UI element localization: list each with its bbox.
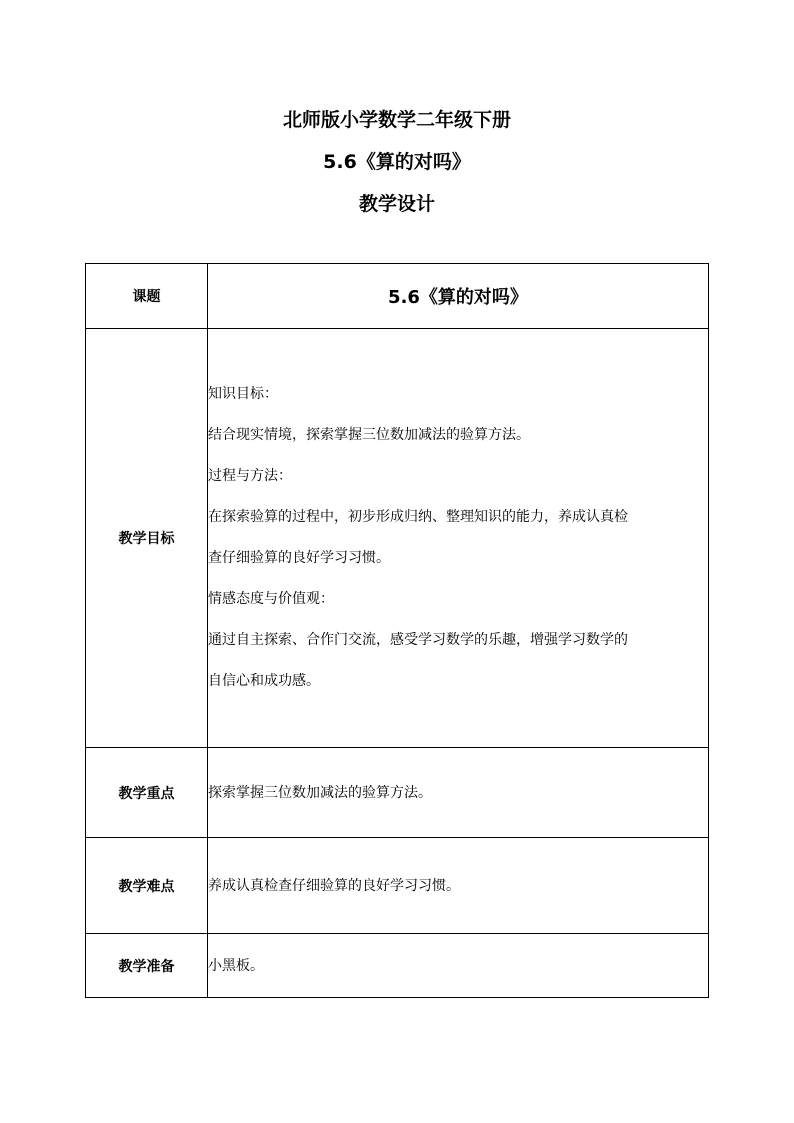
preparation-label: 教学准备	[86, 934, 208, 998]
document-title: 北师版小学数学二年级下册	[282, 109, 511, 131]
goals-content	[208, 329, 709, 748]
goals-label: 教学目标	[86, 329, 208, 748]
table-row-key-points	[86, 748, 709, 838]
lesson-title: 5.6《算的对吗》	[323, 151, 471, 173]
table-row-preparation	[86, 934, 709, 998]
table-row-difficulty	[86, 838, 709, 934]
document-subtitle: 教学设计	[358, 193, 435, 215]
topic-label: 课题	[86, 264, 208, 329]
difficulty-value: 养成认真检查仔细验算的良好学习习惯。	[208, 838, 709, 934]
goals-line: 知识目标：	[208, 386, 278, 402]
goals-line: 自信心和成功感。	[208, 673, 320, 689]
goals-line: 情感态度与价值观：	[208, 591, 334, 607]
table-row-goals	[86, 329, 709, 748]
goals-line: 过程与方法：	[208, 468, 292, 484]
difficulty-label: 教学难点	[86, 838, 208, 934]
goals-line: 通过自主探索、合作门交流，感受学习数学的乐趣，增强学习数学的	[208, 632, 628, 648]
goals-line: 查仔细验算的良好学习习惯。	[208, 550, 390, 566]
key-points-label: 教学重点	[86, 748, 208, 838]
lesson-plan-table	[85, 263, 709, 998]
key-points-value: 探索掌握三位数加减法的验算方法。	[208, 748, 709, 838]
goals-line: 在探索验算的过程中，初步形成归纳、整理知识的能力，养成认真检	[208, 509, 628, 525]
preparation-value: 小黑板。	[208, 934, 709, 998]
goals-line: 结合现实情境，探索掌握三位数加减法的验算方法。	[208, 427, 530, 443]
topic-value: 5.6《算的对吗》	[208, 264, 709, 329]
table-row-topic	[86, 264, 709, 329]
